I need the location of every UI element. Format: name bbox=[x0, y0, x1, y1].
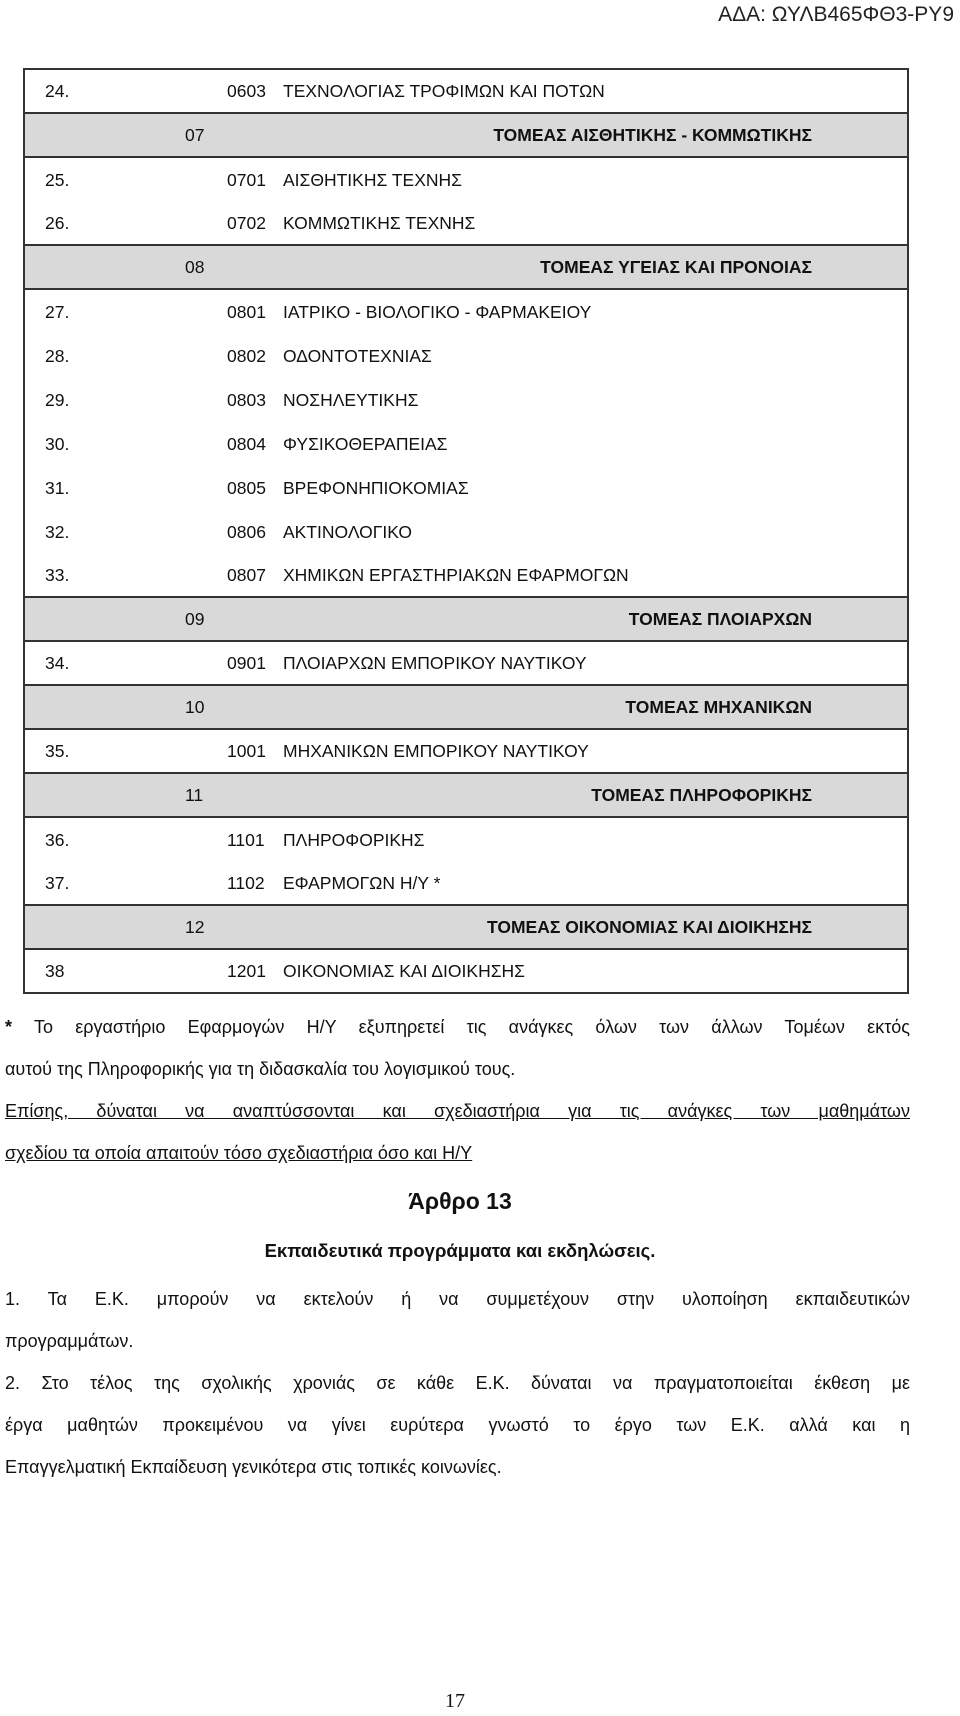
specialty-name: ΙΑΤΡΙΚΟ - ΒΙΟΛΟΓΙΚΟ - ΦΑΡΜΑΚΕΙΟΥ bbox=[283, 301, 592, 322]
table-row bbox=[25, 290, 907, 334]
sector-name: ΤΟΜΕΑΣ ΠΛΟΙΑΡΧΩΝ bbox=[628, 608, 812, 629]
row-number: 32. bbox=[45, 521, 70, 542]
specialty-name: ΒΡΕΦΟΝΗΠΙΟΚΟΜΙΑΣ bbox=[283, 477, 469, 498]
specialty-code: 0801 bbox=[227, 301, 266, 322]
specialty-code: 0803 bbox=[227, 389, 266, 410]
specialty-code: 0901 bbox=[227, 652, 266, 673]
specialty-code: 0701 bbox=[227, 169, 266, 190]
specialty-code: 1102 bbox=[227, 872, 265, 893]
specialty-code: 0702 bbox=[227, 212, 266, 233]
specialty-code: 0807 bbox=[227, 564, 266, 585]
paragraph-2-line-3: Επαγγελματική Εκπαίδευση γενικότερα στις τοπικές κοινωνίες. bbox=[5, 1457, 502, 1477]
specialty-name: ΟΔΟΝΤΟΤΕΧΝΙΑΣ bbox=[283, 345, 432, 366]
row-number: 37. bbox=[45, 872, 70, 893]
article-subtitle: Εκπαιδευτικά προγράμματα και εκδηλώσεις. bbox=[264, 1240, 656, 1261]
row-number: 38 bbox=[45, 960, 65, 981]
sector-name: ΤΟΜΕΑΣ ΠΛΗΡΟΦΟΡΙΚΗΣ bbox=[591, 784, 812, 805]
row-number: 27. bbox=[45, 301, 70, 322]
table-row bbox=[25, 158, 907, 202]
table-row bbox=[25, 554, 907, 598]
specialty-name: ΟΙΚΟΝΟΜΙΑΣ ΚΑΙ ΔΙΟΙΚΗΣΗΣ bbox=[283, 960, 525, 981]
sector-row bbox=[25, 246, 907, 290]
sector-code: 11 bbox=[185, 784, 204, 805]
sector-code: 09 bbox=[185, 608, 205, 629]
specialty-code: 0806 bbox=[227, 521, 266, 542]
sector-name: ΤΟΜΕΑΣ ΥΓΕΙΑΣ ΚΑΙ ΠΡΟΝΟΙΑΣ bbox=[540, 256, 812, 277]
table-row bbox=[25, 730, 907, 774]
row-number: 33. bbox=[45, 564, 70, 585]
paragraph-2-line-2: έργα μαθητών προκειμένου να γίνει ευρύτερα γνωστό το έργο των Ε.Κ. αλλά και η bbox=[5, 1415, 910, 1435]
specialty-code: 0802 bbox=[227, 345, 266, 366]
footnote-star: * bbox=[5, 1017, 13, 1037]
sector-row bbox=[25, 686, 907, 730]
sector-code: 10 bbox=[185, 696, 205, 717]
specialty-code: 0603 bbox=[227, 80, 266, 101]
table-row bbox=[25, 422, 907, 466]
specialty-code: 0805 bbox=[227, 477, 266, 498]
document-code: ΑΔΑ: ΩΥΛΒ465ΦΘ3-ΡΥ9 bbox=[718, 3, 954, 26]
row-number: 29. bbox=[45, 389, 70, 410]
specialty-name: ΦΥΣΙΚΟΘΕΡΑΠΕΙΑΣ bbox=[283, 433, 448, 454]
footnote-text-1: Το εργαστήριο Εφαρμογών Η/Υ εξυπηρετεί τις ανάγκες όλων των άλλων Τομέων εκτός bbox=[33, 1017, 910, 1037]
sector-code: 12 bbox=[185, 916, 205, 937]
row-number: 36. bbox=[45, 829, 70, 850]
table-row bbox=[25, 950, 907, 994]
sector-row bbox=[25, 598, 907, 642]
table-row bbox=[25, 642, 907, 686]
sector-name: ΤΟΜΕΑΣ ΑΙΣΘΗΤΙΚΗΣ - ΚΟΜΜΩΤΙΚΗΣ bbox=[493, 124, 812, 145]
specialty-code: 1101 bbox=[227, 829, 265, 850]
table-row bbox=[25, 818, 907, 862]
sector-code: 07 bbox=[185, 124, 205, 145]
footnote-line-4: σχεδίου τα οποία απαιτούν τόσο σχεδιαστήρια όσο και Η/Υ bbox=[5, 1143, 473, 1163]
specialty-name: ΑΚΤΙΝΟΛΟΓΙΚΟ bbox=[283, 521, 413, 542]
row-number: 31. bbox=[45, 477, 70, 498]
specialty-name: ΕΦΑΡΜΟΓΩΝ Η/Υ * bbox=[283, 872, 441, 893]
footnote-line-1 bbox=[5, 1006, 910, 1048]
table-row bbox=[25, 70, 907, 114]
sector-row bbox=[25, 906, 907, 950]
footnote-line-3: Επίσης, δύναται να αναπτύσσονται και σχεδιαστήρια για τις ανάγκες των μαθημάτων bbox=[5, 1101, 910, 1121]
footnote-line-2: αυτού της Πληροφορικής για τη διδασκαλία του λογισμικού τους. bbox=[5, 1059, 516, 1079]
row-number: 35. bbox=[45, 740, 70, 761]
specialty-name: ΑΙΣΘΗΤΙΚΗΣ ΤΕΧΝΗΣ bbox=[283, 169, 462, 190]
specialty-name: ΠΛΗΡΟΦΟΡΙΚΗΣ bbox=[283, 829, 425, 850]
specialty-name: ΤΕΧΝΟΛΟΓΙΑΣ ΤΡΟΦΙΜΩΝ ΚΑΙ ΠΟΤΩΝ bbox=[283, 80, 605, 101]
specialty-name: ΝΟΣΗΛΕΥΤΙΚΗΣ bbox=[283, 389, 419, 410]
article-title: Άρθρο 13 bbox=[408, 1188, 512, 1214]
sector-code: 08 bbox=[185, 256, 205, 277]
table-row bbox=[25, 334, 907, 378]
row-number: 28. bbox=[45, 345, 70, 366]
row-number: 26. bbox=[45, 212, 70, 233]
row-number: 24. bbox=[45, 80, 70, 101]
specialty-name: ΠΛΟΙΑΡΧΩΝ ΕΜΠΟΡΙΚΟΥ ΝΑΥΤΙΚΟΥ bbox=[283, 652, 587, 673]
specialty-code: 0804 bbox=[227, 433, 266, 454]
specialty-name: ΧΗΜΙΚΩΝ ΕΡΓΑΣΤΗΡΙΑΚΩΝ ΕΦΑΡΜΟΓΩΝ bbox=[283, 564, 629, 585]
specialty-code: 1001 bbox=[227, 740, 266, 761]
specialty-name: ΜΗΧΑΝΙΚΩΝ ΕΜΠΟΡΙΚΟΥ ΝΑΥΤΙΚΟΥ bbox=[283, 740, 589, 761]
paragraph-1-line-1: 1. Τα Ε.Κ. μπορούν να εκτελούν ή να συμμετέχουν στην υλοποίηση εκπαιδευτικών bbox=[5, 1289, 910, 1309]
sector-row bbox=[25, 114, 907, 158]
row-number: 30. bbox=[45, 433, 70, 454]
sector-row bbox=[25, 774, 907, 818]
table-row bbox=[25, 202, 907, 246]
table-row bbox=[25, 862, 907, 906]
table-row bbox=[25, 466, 907, 510]
paragraph-2-line-1: 2. Στο τέλος της σχολικής χρονιάς σε κάθε Ε.Κ. δύναται να πραγματοποιείται έκθεση με bbox=[5, 1373, 910, 1393]
specialties-table bbox=[23, 68, 909, 994]
row-number: 34. bbox=[45, 652, 70, 673]
specialty-code: 1201 bbox=[227, 960, 266, 981]
specialty-name: ΚΟΜΜΩΤΙΚΗΣ ΤΕΧΝΗΣ bbox=[283, 212, 476, 233]
table-row bbox=[25, 378, 907, 422]
page-number: 17 bbox=[445, 1690, 465, 1712]
table-row bbox=[25, 510, 907, 554]
sector-name: ΤΟΜΕΑΣ ΟΙΚΟΝΟΜΙΑΣ ΚΑΙ ΔΙΟΙΚΗΣΗΣ bbox=[486, 916, 812, 937]
row-number: 25. bbox=[45, 169, 70, 190]
paragraph-1-line-2: προγραμμάτων. bbox=[5, 1331, 134, 1351]
sector-name: ΤΟΜΕΑΣ ΜΗΧΑΝΙΚΩΝ bbox=[625, 696, 812, 717]
